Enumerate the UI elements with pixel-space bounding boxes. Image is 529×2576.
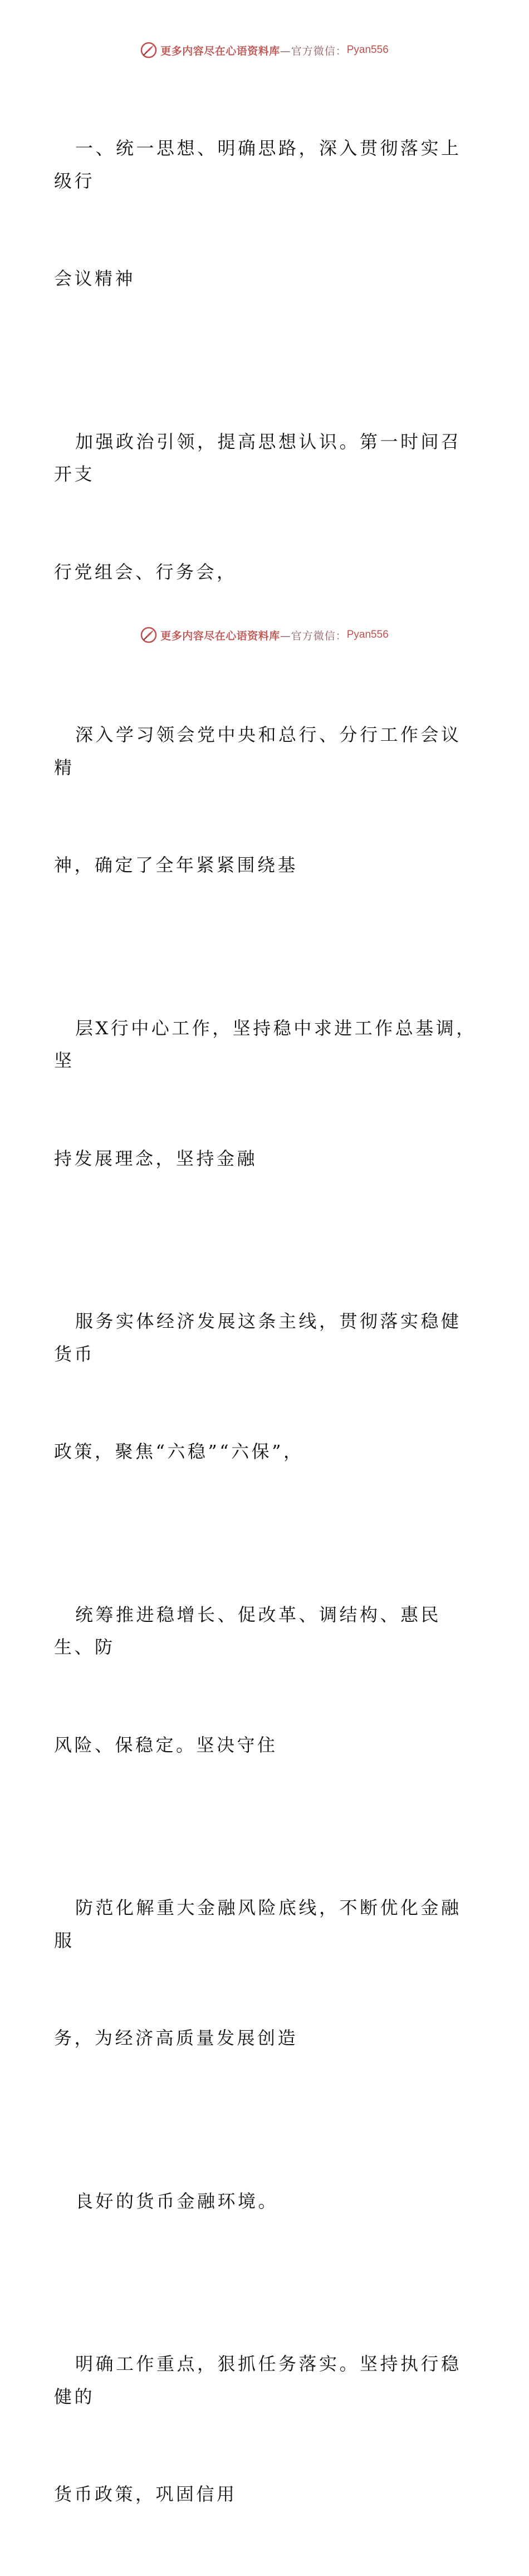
paragraph-line: 一、统一思想、明确思路，深入贯彻落实上级行 xyxy=(54,138,462,192)
paragraph xyxy=(54,360,477,654)
paragraph xyxy=(54,1533,477,1827)
banner-dash-text: —官方微信： xyxy=(280,45,347,57)
quill-logo-icon xyxy=(140,42,157,58)
paragraph-line: 持发展理念，坚持金融 xyxy=(54,1147,258,1169)
paragraph xyxy=(54,2120,477,2283)
paragraph-line: 服务实体经济发展这条主线，贯彻落实稳健货币 xyxy=(54,1311,462,1365)
paragraph xyxy=(54,67,477,360)
paragraph-line: 务，为经济高质量发展创造 xyxy=(54,2027,298,2049)
paragraph xyxy=(54,653,477,947)
paragraph xyxy=(54,947,477,1240)
paragraph-line: 深入学习领会党中央和总行、分行工作会议精 xyxy=(54,724,462,778)
paragraph xyxy=(54,1826,477,2120)
footer-banner xyxy=(0,624,529,646)
paragraph-line: 加强政治引领，提高思想认识。第一时间召开支 xyxy=(54,431,462,485)
paragraph-line: 风险、保稳定。坚决守住 xyxy=(54,1734,278,1756)
banner-dash-text: —官方微信： xyxy=(280,629,347,642)
banner-wechat-id: Pyan556 xyxy=(346,44,389,56)
banner-main-text: 更多内容尽在心语资料库 xyxy=(160,45,280,57)
paragraph-line: 会议精神 xyxy=(54,268,136,289)
quill-logo-icon xyxy=(140,627,157,643)
paragraph-line: 明确工作重点，狠抓任务落实。坚持执行稳健的 xyxy=(54,2353,462,2407)
banner-main-text: 更多内容尽在心语资料库 xyxy=(160,629,280,642)
paragraph xyxy=(54,2282,477,2576)
paragraph xyxy=(54,1240,477,1533)
paragraph-line: 统筹推进稳增长、促改革、调结构、惠民生、防 xyxy=(54,1604,442,1658)
paragraph-line: 防范化解重大金融风险底线，不断优化金融服 xyxy=(54,1897,462,1951)
banner-wechat-id: Pyan556 xyxy=(346,629,389,641)
paragraph-line: 政策，聚焦“六稳”“六保”， xyxy=(54,1441,304,1462)
paragraph-line: 层X行中心工作，坚持稳中求进工作总基调，坚 xyxy=(54,1017,477,1071)
paragraph-line: 神，确定了全年紧紧围绕基 xyxy=(54,854,298,876)
header-banner xyxy=(0,39,529,61)
paragraph-line: 货币政策，巩固信用 xyxy=(54,2484,237,2505)
paragraph-line: 行党组会、行务会， xyxy=(54,561,237,583)
paragraph-line: 良好的货币金融环境。 xyxy=(75,2190,279,2212)
document-body xyxy=(54,67,477,2576)
